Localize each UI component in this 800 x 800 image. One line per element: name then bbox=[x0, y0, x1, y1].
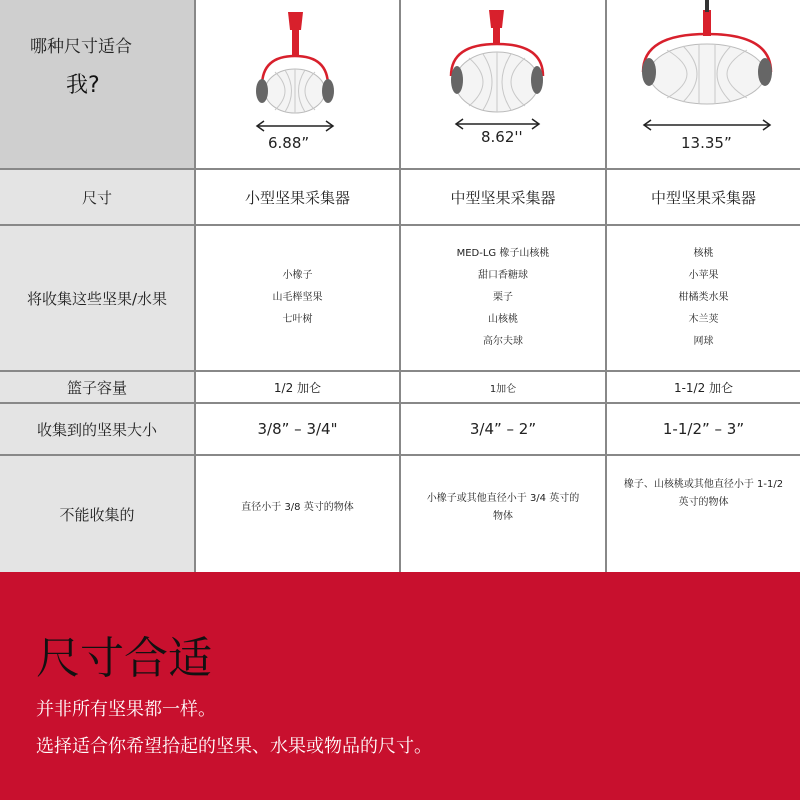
grid-divider bbox=[0, 402, 800, 404]
list-item: 甜口香糖球 bbox=[478, 270, 528, 281]
grid-divider bbox=[0, 224, 800, 226]
list-item: 木兰荚 bbox=[688, 314, 719, 325]
capacity-medium: 1加仑 bbox=[489, 383, 517, 395]
collects-list-small bbox=[196, 226, 399, 370]
product-image-small bbox=[196, 0, 399, 170]
list-item: 栗子 bbox=[493, 292, 513, 303]
model-name-small: 小型坚果采集器 bbox=[244, 188, 350, 207]
title-cell bbox=[0, 0, 194, 170]
list-item: 山毛榉坚果 bbox=[272, 292, 323, 303]
row-label-cannot: 不能收集的 bbox=[0, 456, 194, 572]
list-item: 小苹果 bbox=[688, 270, 719, 281]
question-line2: 我? bbox=[66, 73, 100, 98]
nut-size-large: 1-1/2” – 3” bbox=[662, 420, 745, 438]
list-item: 高尔夫球 bbox=[483, 336, 523, 347]
row-label-size: 尺寸 bbox=[0, 170, 194, 224]
grid-divider bbox=[399, 0, 401, 572]
grid-divider bbox=[605, 0, 607, 572]
model-name-medium: 中型坚果采集器 bbox=[450, 188, 556, 207]
width-arrow-icon bbox=[257, 121, 333, 131]
list-item: MED-LG 橡子山核桃 bbox=[456, 248, 550, 259]
grid-divider bbox=[0, 454, 800, 456]
cannot-medium: 小橡子或其他直径小于 3/4 英寸的物体 bbox=[426, 493, 580, 522]
collects-list-medium bbox=[401, 226, 605, 370]
list-item: 核桃 bbox=[693, 248, 714, 259]
product-image-large bbox=[607, 0, 800, 170]
row-label-capacity: 篮子容量 bbox=[0, 372, 194, 402]
question-line1: 哪种尺寸适合 bbox=[30, 37, 132, 57]
model-name-large: 中型坚果采集器 bbox=[650, 188, 756, 207]
fit-banner bbox=[0, 572, 800, 800]
dimension-medium: 8.62'' bbox=[481, 128, 523, 146]
row-label-nut-size: 收集到的坚果大小 bbox=[0, 404, 194, 454]
dimension-large: 13.35” bbox=[681, 134, 732, 152]
product-image-medium bbox=[401, 0, 605, 170]
nut-size-medium: 3/4” – 2” bbox=[469, 420, 537, 438]
capacity-large: 1-1/2 加仑 bbox=[673, 380, 734, 395]
banner-line2: 选择适合你希望拾起的坚果、水果或物品的尺寸。 bbox=[36, 736, 432, 757]
banner-line1: 并非所有坚果都一样。 bbox=[36, 699, 216, 720]
collects-list-large bbox=[607, 226, 800, 370]
list-item: 网球 bbox=[693, 336, 714, 347]
list-item: 小橡子 bbox=[282, 270, 313, 281]
dimension-small: 6.88” bbox=[268, 134, 310, 152]
list-item: 柑橘类水果 bbox=[678, 292, 729, 303]
list-item: 七叶树 bbox=[282, 314, 313, 325]
cannot-small: 直径小于 3/8 英寸的物体 bbox=[241, 502, 354, 513]
banner-title: 尺寸合适 bbox=[36, 633, 212, 684]
width-arrow-icon bbox=[644, 120, 770, 130]
grid-divider bbox=[0, 370, 800, 372]
list-item: 山核桃 bbox=[488, 314, 518, 325]
cannot-large: 橡子、山核桃或其他直径小于 1-1/2 英寸的物体 bbox=[623, 479, 784, 508]
grid-divider bbox=[0, 168, 800, 170]
row-label-collects: 将收集这些坚果/水果 bbox=[0, 226, 194, 370]
capacity-small: 1/2 加仑 bbox=[273, 380, 322, 395]
grid-divider bbox=[194, 0, 196, 572]
nut-size-small: 3/8” – 3/4" bbox=[257, 420, 338, 438]
